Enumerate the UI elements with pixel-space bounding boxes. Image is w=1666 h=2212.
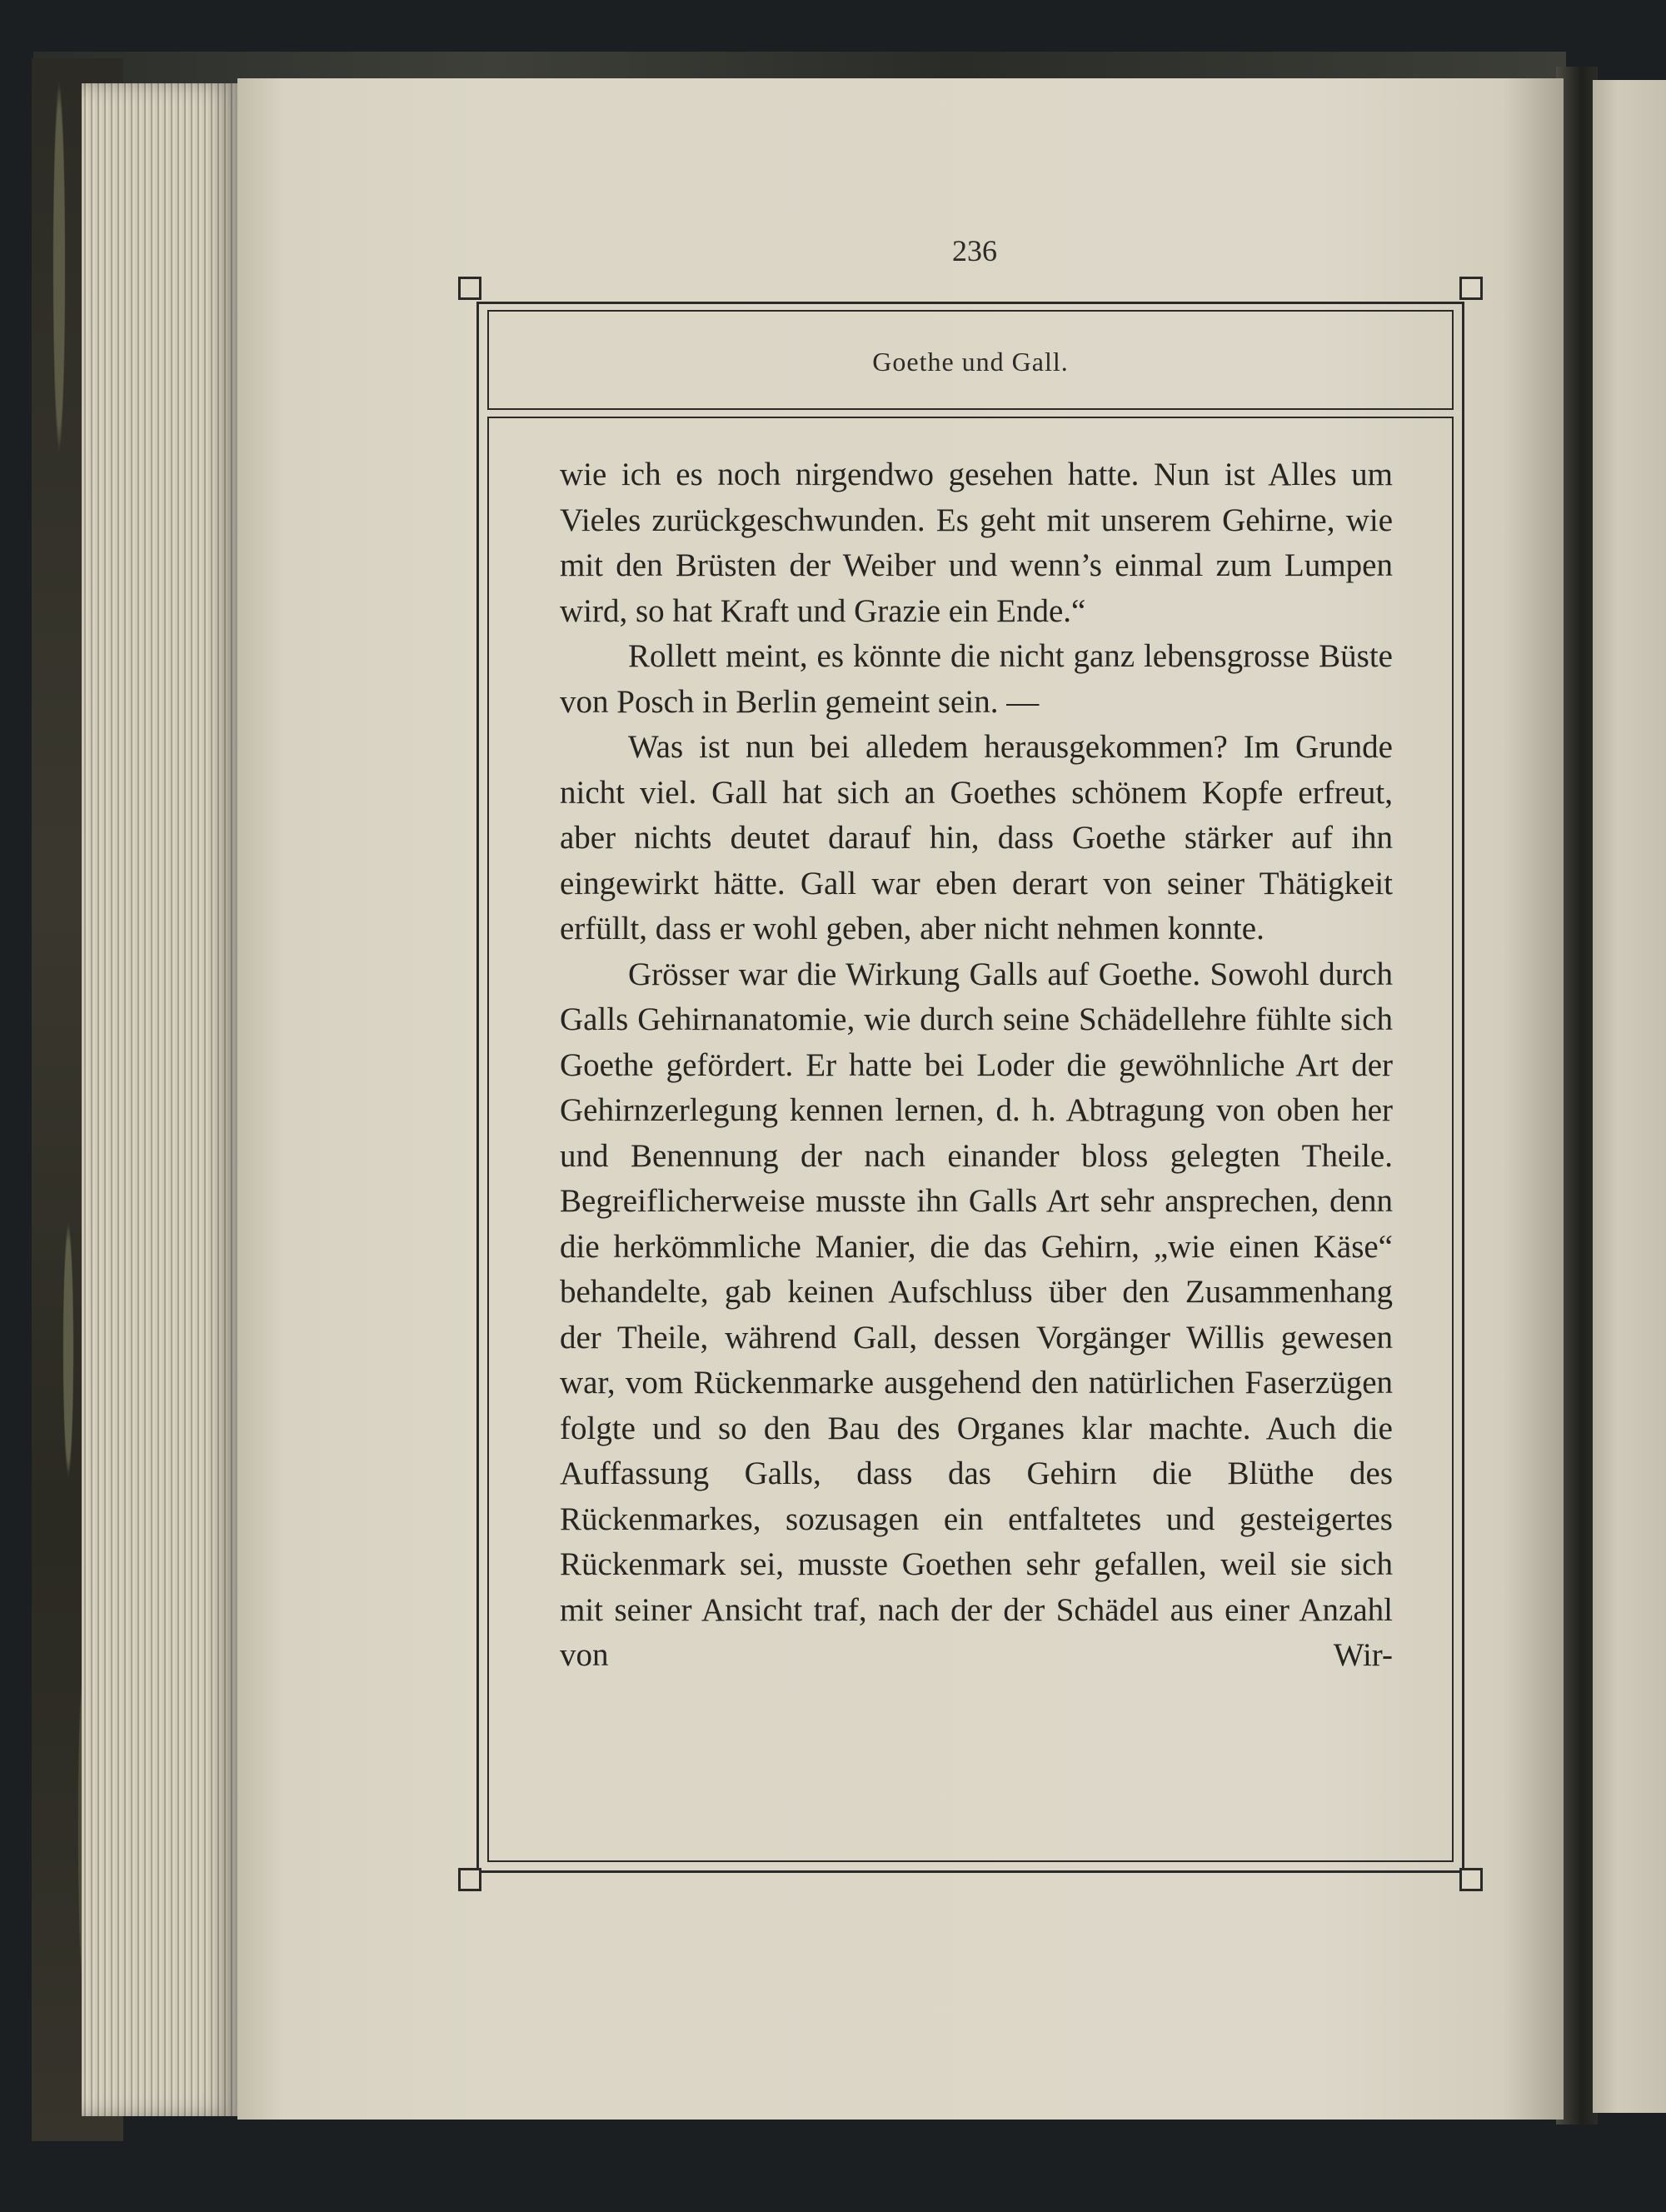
running-title: Goethe und Gall.: [872, 347, 1069, 377]
facing-page-edge: [1593, 80, 1666, 2113]
page-number: 236: [952, 234, 997, 267]
running-header-box: [487, 310, 1454, 410]
corner-ornament-bottom-right: [1459, 1868, 1483, 1891]
corner-ornament-top-right: [1459, 277, 1483, 300]
corner-ornament-bottom-left: [458, 1868, 481, 1891]
paragraph: Grösser war die Wirkung Galls auf Goethe. Sowohl durch Galls Gehirnanatomie, wie durch seine Schädellehre fühlte sich Goethe gefördert. Er hatte bei Loder die gewöhnliche Art der Gehirnzerlegung kennen lernen, d. h. Abtragung von oben her und Benennung der nach einander bloss gelegten Theile. Begreiflicherweise musste ihn Galls Art sehr ansprechen, denn die herkömmliche Manier, die das Gehirn, „wie einen Käse“ behandelte, gab keinen Aufschluss über den Zusammenhang der Theile, während Gall, dessen Vorgänger Willis gewesen war, vom Rückenmarke ausgehend den natürlichen Faserzügen folgte und so den Bau des Organes klar machte. Auch die Auffassung Galls, dass das Gehirn die Blüthe des Rückenmarkes, sozusagen ein entfaltetes und gesteigertes Rückenmark sei, musste Goethen sehr gefallen, weil sie sich mit seiner Ansicht traf, nach der der Schädel aus einer Anzahl von Wir-: [560, 956, 1393, 1673]
corner-ornament-top-left: [458, 277, 481, 300]
stacked-page-edges: [82, 83, 240, 2116]
body-text: [560, 452, 1393, 1679]
paragraph: Rollett meint, es könnte die nicht ganz lebensgrosse Büste von Posch in Berlin gemeint sein. —: [560, 638, 1393, 720]
paragraph: Was ist nun bei alledem herausgekommen? Im Grunde nicht viel. Gall hat sich an Goethes schönem Kopfe erfreut, aber nichts deutet darauf hin, dass Goethe stärker auf ihn eingewirkt hätte. Gall war eben derart von seiner Thätigkeit erfüllt, dass er wohl geben, aber nicht nehmen konnte.: [560, 729, 1393, 946]
paragraph: wie ich es noch nirgendwo gesehen hatte. Nun ist Alles um Vieles zurückgeschwunden. Es geht mit unserem Gehirne, wie mit den Brüsten der Weiber und wenn’s einmal zum Lumpen wird, so hat Kraft und Grazie ein Ende.“: [560, 457, 1393, 629]
